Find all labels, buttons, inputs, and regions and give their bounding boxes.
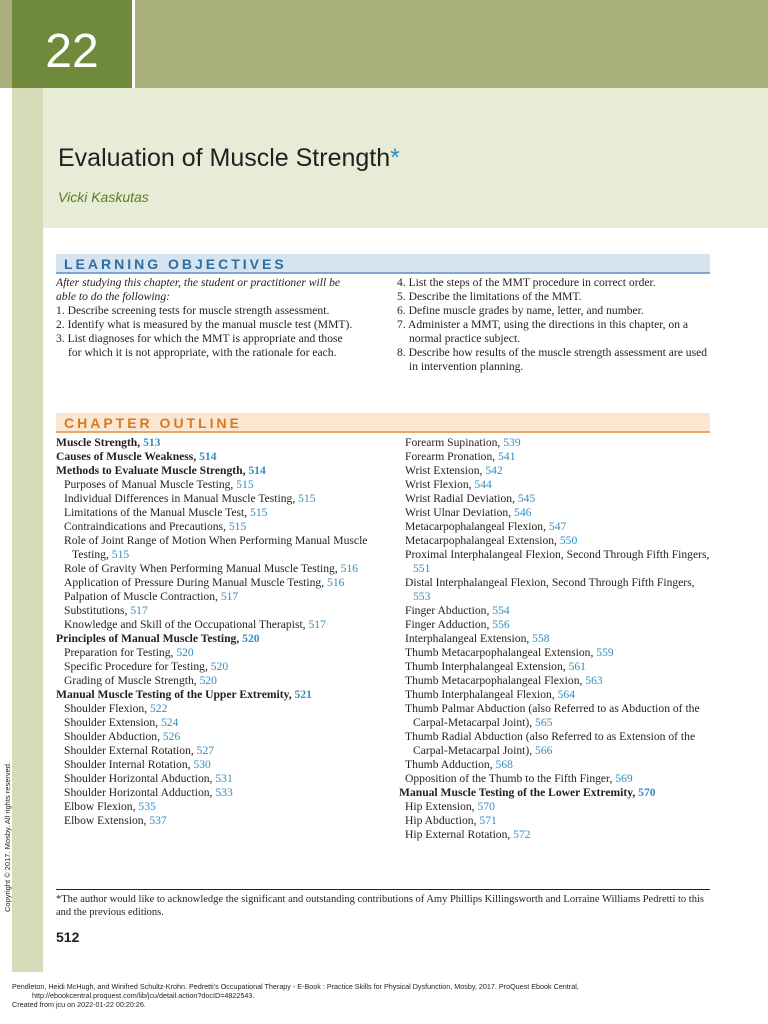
outline-page-link[interactable]: 515: [111, 548, 130, 561]
outline-item-title: Specific Procedure for Testing,: [64, 660, 211, 673]
outline-page-link[interactable]: 565: [535, 716, 553, 729]
outline-item-title: Shoulder Flexion,: [64, 702, 150, 715]
outline-page-link[interactable]: 569: [615, 772, 633, 785]
outline-item: [399, 660, 713, 674]
outline-item: [56, 646, 386, 660]
outline-item-title: Metacarpophalangeal Extension,: [405, 534, 560, 547]
outline-item-title: Wrist Flexion,: [405, 478, 475, 491]
objective-item: 5. Describe the limitations of the MMT.: [397, 290, 582, 303]
outline-page-link[interactable]: 559: [596, 646, 614, 659]
outline-page-link[interactable]: 526: [162, 730, 181, 743]
outline-page-link[interactable]: 514: [199, 450, 217, 463]
outline-page-link[interactable]: 517: [130, 604, 148, 617]
outline-item-title: Hip External Rotation,: [405, 828, 514, 841]
outline-item-title: Wrist Extension,: [405, 464, 486, 477]
learning-objectives-right-column: [397, 276, 713, 374]
outline-item-title: Forearm Supination,: [405, 436, 504, 449]
outline-item: [399, 674, 713, 688]
outline-item-title: Hip Abduction,: [405, 814, 480, 827]
chapter-title: [58, 144, 400, 173]
outline-page-link[interactable]: 558: [532, 632, 550, 645]
outline-page-link[interactable]: 533: [215, 786, 233, 799]
outline-item-title: Finger Adduction,: [405, 618, 493, 631]
outline-item-title: Knowledge and Skill of the Occupational Therapist,: [64, 618, 309, 631]
outline-item-title: Interphalangeal Extension,: [405, 632, 533, 645]
outline-item: [56, 730, 386, 744]
outline-item: [56, 660, 386, 674]
chapter-outline-left-column: [56, 436, 386, 828]
page-number: 512: [56, 929, 80, 945]
outline-item-title: Elbow Extension,: [64, 814, 150, 827]
outline-item-title: Shoulder Horizontal Adduction,: [64, 786, 216, 799]
outline-item-title: Thumb Radial Abduction (also Referred to as Extension of the Carpal-Metacarpal Joint),: [405, 730, 696, 757]
outline-item-title: Opposition of the Thumb to the Fifth Finger,: [405, 772, 616, 785]
outline-page-link[interactable]: 520: [242, 632, 260, 645]
outline-item: [56, 716, 386, 730]
outline-item: [56, 478, 386, 492]
outline-item-title: Thumb Interphalangeal Extension,: [405, 660, 569, 673]
outline-item-title: Thumb Adduction,: [405, 758, 496, 771]
outline-item: [56, 744, 386, 758]
outline-page-link[interactable]: 563: [585, 674, 603, 687]
outline-item-title: Metacarpophalangeal Flexion,: [405, 520, 549, 533]
outline-item-title: Application of Pressure During Manual Muscle Testing,: [64, 576, 328, 589]
outline-item-title: Causes of Muscle Weakness,: [56, 450, 200, 463]
outline-page-link[interactable]: 564: [557, 688, 576, 701]
outline-item-title: Muscle Strength,: [56, 436, 144, 449]
outline-item-title: Manual Muscle Testing of the Upper Extremity,: [56, 688, 295, 701]
outline-item: [56, 674, 386, 688]
learning-objectives-intro: After studying this chapter, the student or practitioner will be able to do the following:: [56, 276, 341, 303]
outline-page-link[interactable]: 517: [308, 618, 326, 631]
outline-item: [56, 492, 386, 506]
learning-objectives-heading: LEARNING OBJECTIVES: [56, 254, 710, 274]
outline-item: [399, 828, 713, 842]
outline-item: [56, 506, 386, 520]
outline-item: [399, 520, 713, 534]
outline-page-link[interactable]: 556: [492, 618, 510, 631]
outline-item-title: Finger Abduction,: [405, 604, 493, 617]
chapter-author: Vicki Kaskutas: [58, 189, 149, 205]
outline-page-link[interactable]: 522: [150, 702, 168, 715]
outline-item-title: Thumb Metacarpophalangeal Flexion,: [405, 674, 586, 687]
outline-item-title: Shoulder External Rotation,: [64, 744, 197, 757]
outline-item: [399, 436, 713, 450]
outline-page-link[interactable]: 570: [477, 800, 495, 813]
outline-item: [399, 758, 713, 772]
outline-page-link[interactable]: 515: [228, 520, 247, 533]
outline-page-link[interactable]: 545: [517, 492, 536, 505]
objective-item: 6. Define muscle grades by name, letter, and number.: [397, 304, 644, 317]
outline-item: [399, 688, 713, 702]
outline-page-link[interactable]: 517: [220, 590, 239, 603]
outline-item: [56, 562, 386, 576]
objective-item: 4. List the steps of the MMT procedure in correct order.: [397, 276, 656, 289]
outline-item: [399, 814, 713, 828]
source-line: Created from jcu on 2022-01-22 00:20:26.: [12, 1000, 146, 1009]
outline-item: [56, 772, 386, 786]
outline-item-title: Elbow Flexion,: [64, 800, 139, 813]
chapter-title-text: Evaluation of Muscle Strength: [58, 144, 391, 172]
outline-page-link[interactable]: 515: [236, 478, 254, 491]
copyright-text: Copyright © 2017. Mosby. All rights reserved.: [3, 761, 12, 912]
outline-page-link[interactable]: 535: [138, 800, 156, 813]
outline-item-title: Shoulder Extension,: [64, 716, 161, 729]
outline-item-title: Contraindications and Precautions,: [64, 520, 229, 533]
outline-item: [399, 506, 713, 520]
outline-item: [399, 702, 713, 730]
objective-item: 2. Identify what is measured by the manual muscle test (MMT).: [56, 318, 353, 331]
outline-item-title: Palpation of Muscle Contraction,: [64, 590, 221, 603]
outline-item-title: Proximal Interphalangeal Flexion, Second Through Fifth Fingers,: [405, 548, 710, 561]
outline-item-title: Hip Extension,: [405, 800, 478, 813]
outline-page-link[interactable]: 566: [535, 744, 553, 757]
outline-item: [56, 702, 386, 716]
outline-item: [56, 576, 386, 590]
outline-page-link[interactable]: 561: [568, 660, 586, 673]
outline-item: [399, 632, 713, 646]
outline-item: [56, 520, 386, 534]
learning-objectives-left-column: [56, 276, 356, 360]
outline-page-link[interactable]: 520: [176, 646, 194, 659]
footnote: *The author would like to acknowledge the significant and outstanding contributions of Amy Phillips Killingsworth and Lorraine Williams Pedretti to this and the previous editions.: [56, 894, 704, 918]
outline-item: [56, 814, 386, 828]
outline-item-title: Principles of Manual Muscle Testing,: [56, 632, 243, 645]
outline-section: [56, 450, 386, 464]
outline-item-title: Grading of Muscle Strength,: [64, 674, 200, 687]
outline-item: [399, 450, 713, 464]
outline-page-link[interactable]: 515: [298, 492, 316, 505]
outline-page-link[interactable]: 530: [193, 758, 211, 771]
outline-item: [399, 646, 713, 660]
outline-page-link[interactable]: 515: [250, 506, 268, 519]
chapter-number: 22: [45, 25, 99, 78]
outline-item: [399, 464, 713, 478]
objective-item: 8. Describe how results of the muscle strength assessment are used in intervention planning.: [397, 346, 708, 373]
chapter-outline-right-column: [399, 436, 713, 842]
outline-page-link[interactable]: 521: [294, 688, 312, 701]
outline-item: [399, 604, 713, 618]
source-citation: [12, 982, 752, 1009]
outline-item-title: Forearm Pronation,: [405, 450, 499, 463]
outline-item: [56, 786, 386, 800]
outline-item: [399, 478, 713, 492]
outline-page-link[interactable]: 547: [548, 520, 567, 533]
outline-page-link[interactable]: 568: [495, 758, 513, 771]
outline-page-link[interactable]: 571: [479, 814, 497, 827]
outline-page-link[interactable]: 513: [143, 436, 161, 449]
outline-item: [399, 800, 713, 814]
outline-section: [56, 464, 386, 478]
footnote-marker[interactable]: *: [390, 144, 400, 172]
outline-item-title: Limitations of the Manual Muscle Test,: [64, 506, 251, 519]
left-margin-band: [12, 88, 43, 972]
outline-item-title: Individual Differences in Manual Muscle Testing,: [64, 492, 299, 505]
objective-item: 7. Administer a MMT, using the directions in this chapter, on a normal practice subject.: [397, 318, 689, 345]
outline-item: [56, 800, 386, 814]
outline-item: [399, 730, 713, 758]
outline-item: [56, 758, 386, 772]
outline-page-link[interactable]: 550: [559, 534, 578, 547]
outline-item-title: Preparation for Testing,: [64, 646, 177, 659]
outline-item-title: Shoulder Internal Rotation,: [64, 758, 194, 771]
outline-page-link[interactable]: 520: [210, 660, 229, 673]
outline-page-link[interactable]: 539: [503, 436, 521, 449]
outline-page-link[interactable]: 541: [498, 450, 516, 463]
outline-item-title: Wrist Radial Deviation,: [405, 492, 518, 505]
outline-page-link[interactable]: 537: [149, 814, 167, 827]
outline-page-link[interactable]: 553: [413, 590, 431, 603]
outline-page-link[interactable]: 520: [199, 674, 217, 687]
outline-item-title: Shoulder Horizontal Abduction,: [64, 772, 216, 785]
footnote-divider: [56, 889, 710, 890]
chapter-outline-heading: CHAPTER OUTLINE: [56, 413, 710, 433]
outline-page-link[interactable]: 554: [492, 604, 510, 617]
source-line: Pendleton, Heidi McHugh, and Winifred Schultz-Krohn. Pedretti's Occupational Therapy - E-Book : Practice Skills for Physical Dysfunction, Mosby, 2017. ProQuest Ebook Central,: [12, 982, 579, 991]
outline-page-link[interactable]: 514: [248, 464, 266, 477]
outline-page-link[interactable]: 542: [485, 464, 503, 477]
outline-section: [56, 436, 386, 450]
outline-page-link[interactable]: 531: [215, 772, 233, 785]
outline-item: [399, 548, 713, 576]
copyright-notice: [0, 750, 14, 915]
outline-item-title: Wrist Ulnar Deviation,: [405, 506, 515, 519]
source-url[interactable]: http://ebookcentral.proquest.com/lib/jcu/detail.action?docID=4822543.: [32, 991, 255, 1000]
outline-item: [399, 492, 713, 506]
outline-page-link[interactable]: 516: [340, 562, 359, 575]
outline-item: [56, 618, 386, 632]
objective-item: 3. List diagnoses for which the MMT is appropriate and those for which it is not appropriate, with the rationale for each.: [56, 332, 343, 359]
outline-page-link[interactable]: 570: [638, 786, 656, 799]
outline-item: [399, 618, 713, 632]
outline-item-title: Thumb Palmar Abduction (also Referred to as Abduction of the Carpal-Metacarpal Joint),: [405, 702, 700, 729]
outline-item-title: Substitutions,: [64, 604, 131, 617]
outline-item: [56, 604, 386, 618]
outline-item: [399, 772, 713, 786]
outline-page-link[interactable]: 524: [160, 716, 179, 729]
outline-page-link[interactable]: 572: [513, 828, 531, 841]
outline-item-title: Role of Gravity When Performing Manual Muscle Testing,: [64, 562, 341, 575]
outline-page-link[interactable]: 544: [474, 478, 492, 491]
outline-item: [56, 534, 386, 562]
objective-item: 1. Describe screening tests for muscle strength assessment.: [56, 304, 330, 317]
outline-section: [56, 632, 386, 646]
outline-item-title: Thumb Metacarpophalangeal Extension,: [405, 646, 597, 659]
outline-item: [399, 576, 713, 604]
outline-section: [56, 688, 386, 702]
outline-item-title: Manual Muscle Testing of the Lower Extremity,: [399, 786, 639, 799]
outline-page-link[interactable]: 546: [514, 506, 532, 519]
outline-section: [399, 786, 713, 800]
outline-item: [56, 590, 386, 604]
outline-item-title: Shoulder Abduction,: [64, 730, 163, 743]
outline-item-title: Role of Joint Range of Motion When Performing Manual Muscle Testing,: [64, 534, 368, 561]
outline-item-title: Distal Interphalangeal Flexion, Second Through Fifth Fingers,: [405, 576, 695, 589]
outline-item: [399, 534, 713, 548]
outline-page-link[interactable]: 516: [327, 576, 345, 589]
outline-page-link[interactable]: 527: [196, 744, 215, 757]
outline-item-title: Thumb Interphalangeal Flexion,: [405, 688, 558, 701]
outline-item-title: Purposes of Manual Muscle Testing,: [64, 478, 237, 491]
outline-item-title: Methods to Evaluate Muscle Strength,: [56, 464, 249, 477]
outline-page-link[interactable]: 551: [413, 562, 431, 575]
